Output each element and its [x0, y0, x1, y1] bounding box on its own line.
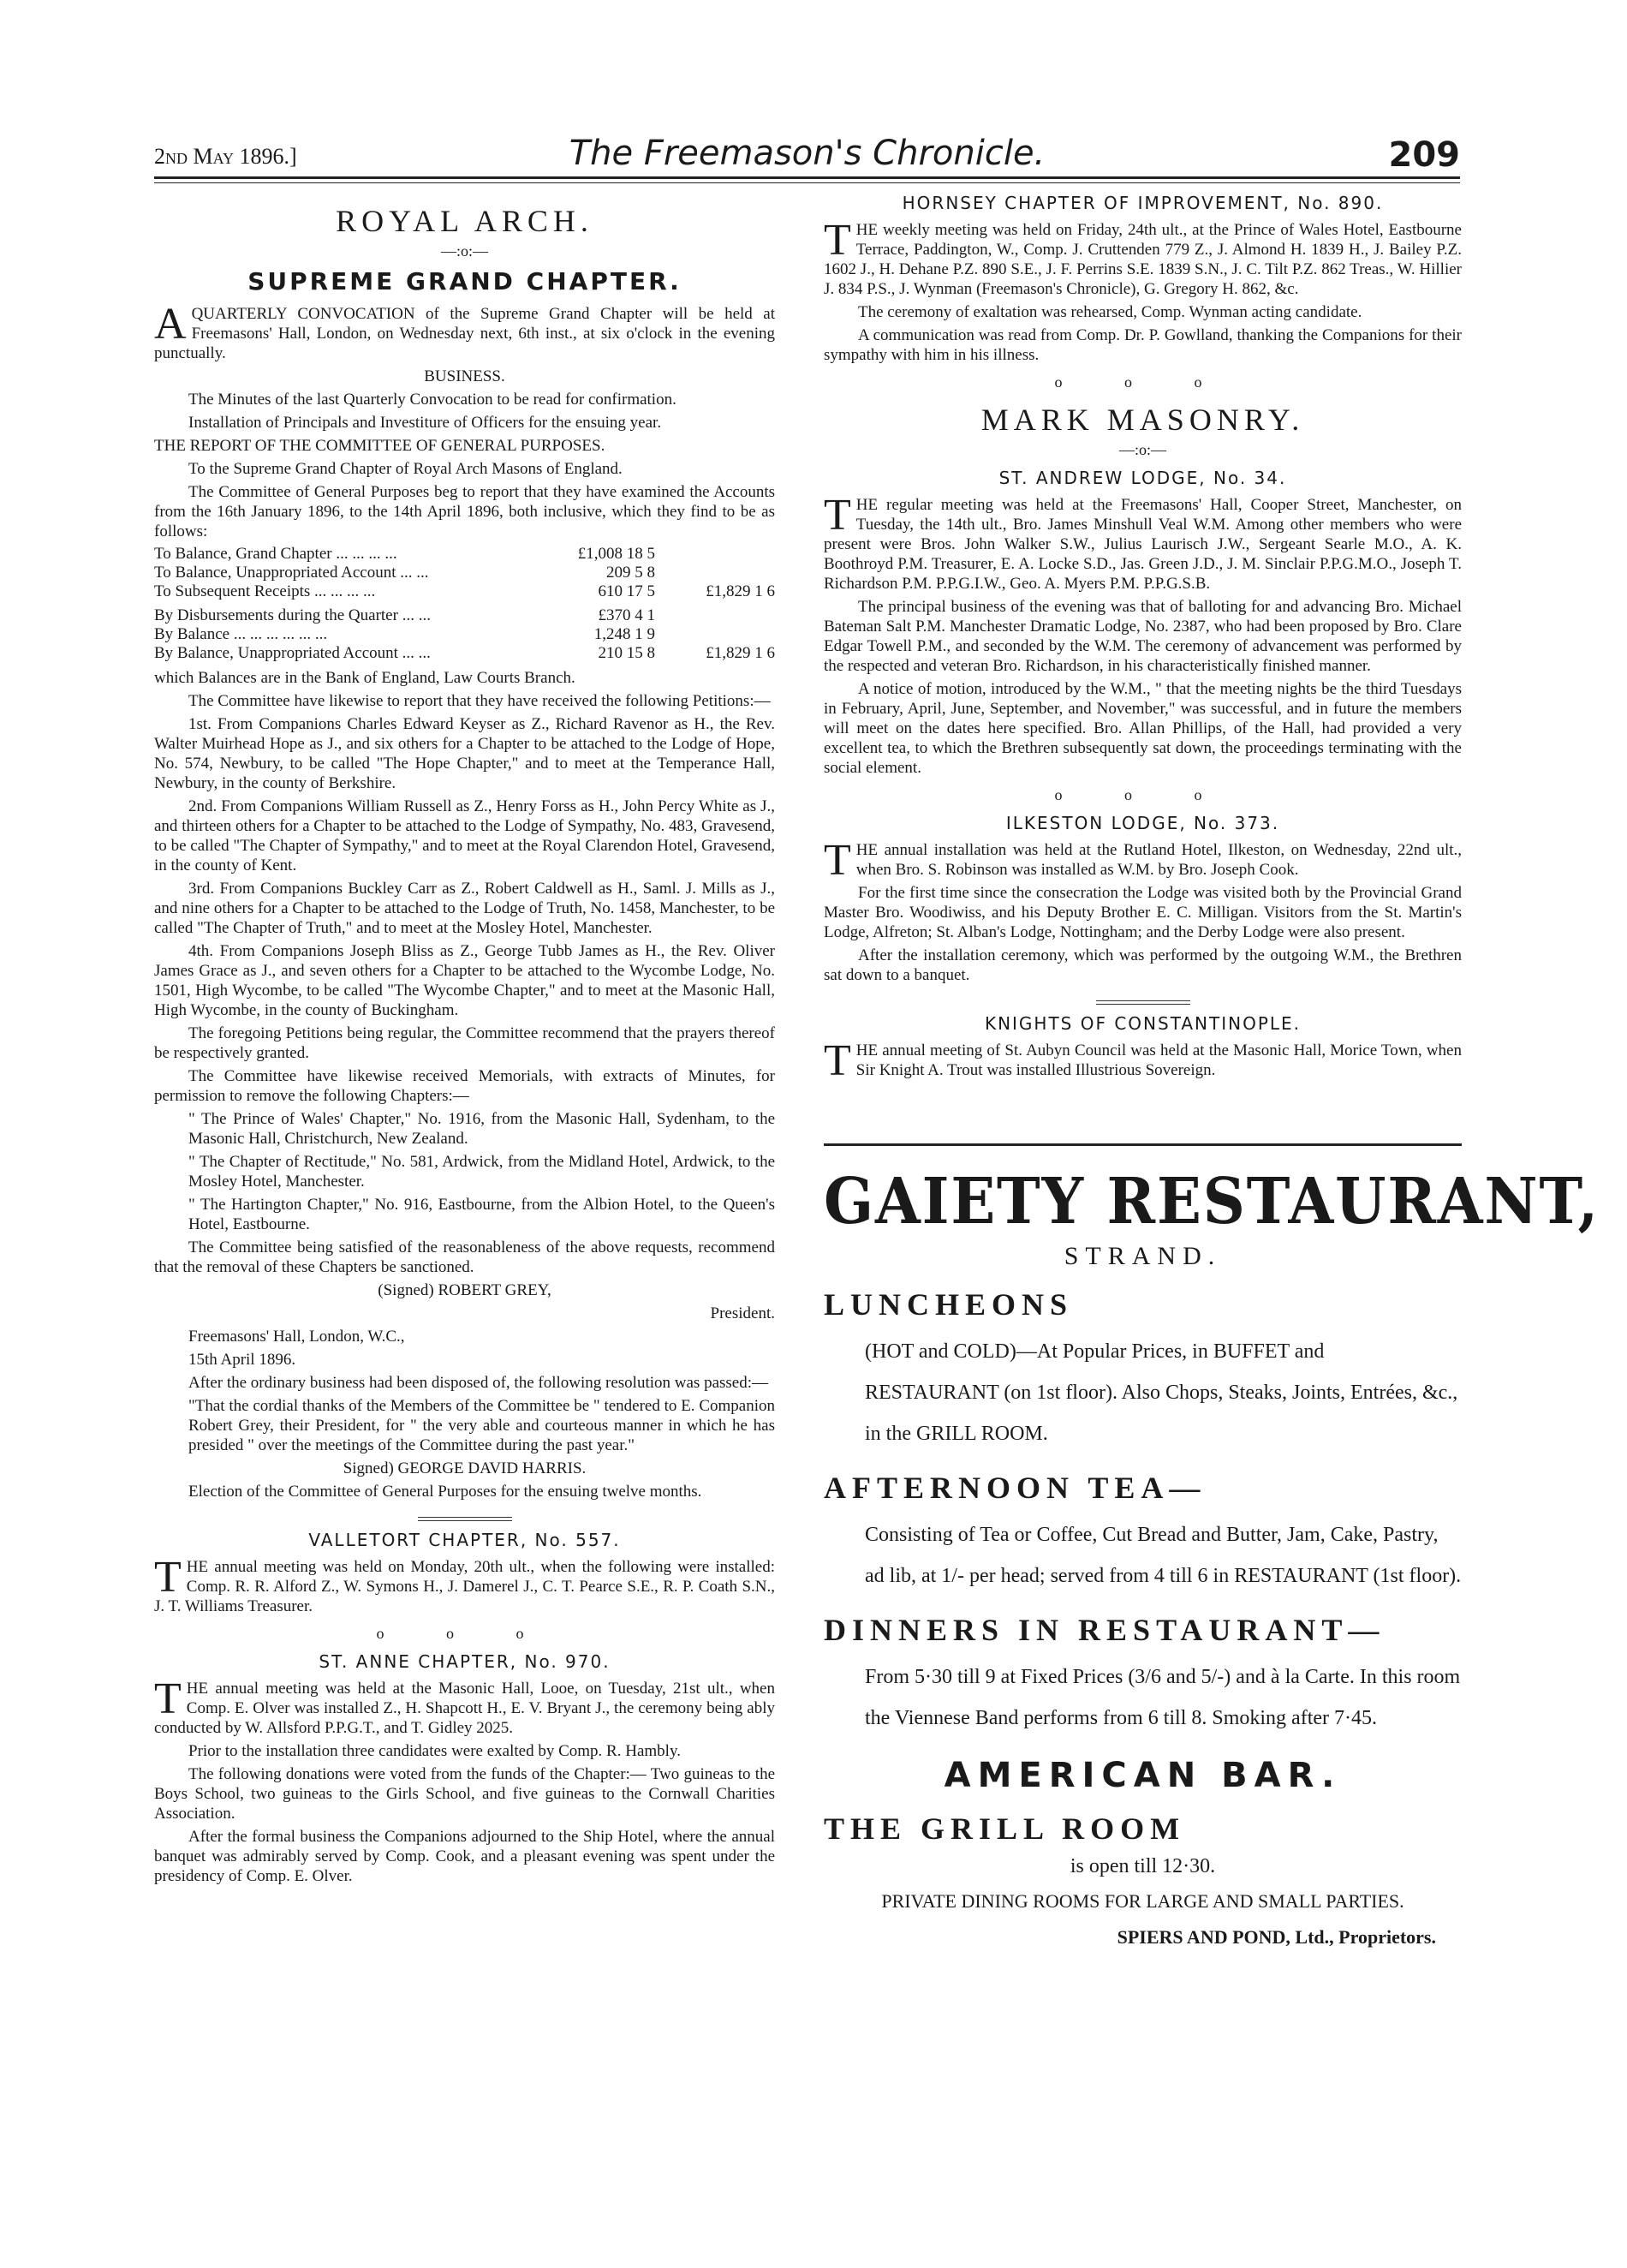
account-label: By Balance, Unappropriated Account ... ...	[154, 644, 431, 662]
intro-paragraph: AQUARTERLY CONVOCATION of the Supreme Grand Chapter will be held at Freemasons' Hall, London, on Wednesday next, 6th inst., at six o'clock in the evening punctually.	[154, 300, 775, 362]
business-label: BUSINESS.	[424, 367, 505, 385]
proprietors: SPIERS AND POND, Ltd., Proprietors.	[1117, 1926, 1436, 1948]
accounts-table-receipts	[154, 545, 775, 601]
ilkeston-paragraph-3: After the installation ceremony, which was performed by the outgoing W.M., the Brethren sat down to a banquet.	[824, 946, 1462, 984]
divider	[1096, 1000, 1190, 1005]
dinners-text: From 5·30 till 9 at Fixed Prices (3/6 and 5/-) and à la Carte. In this room the Viennese Band performs from 6 till 8. Smoking after 7·45.	[865, 1666, 1461, 1729]
page-header	[154, 128, 1460, 180]
account-amount: 210 15 8	[598, 644, 655, 662]
account-total: £1,829 1 6	[706, 644, 775, 662]
report-paragraph: The Committee of General Purposes beg to report that they have examined the Accounts from the 16th January 1896, to the 14th April 1896, both inclusive, which they find to be as follows:	[154, 483, 775, 540]
report-title: THE REPORT OF THE COMMITTEE OF GENERAL PURPOSES.	[154, 437, 605, 455]
account-amount: £1,008 18 5	[577, 545, 655, 563]
luncheons-heading: LUNCHEONS	[824, 1287, 1074, 1322]
mark-masonry-title: MARK MASONRY.	[980, 403, 1305, 437]
foregoing-paragraph: The foregoing Petitions being regular, the Committee recommend that the prayers thereof be respectively granted.	[154, 1024, 775, 1062]
right-column	[824, 193, 1462, 1083]
election-paragraph: Election of the Committee of General Purposes for the ensuing twelve months.	[188, 1483, 702, 1501]
hornsey-paragraph-2: The ceremony of exaltation was rehearsed, Comp. Wynman acting candidate.	[858, 303, 1362, 321]
ornament: o o o	[1054, 786, 1231, 803]
chapter-title: SUPREME GRAND CHAPTER.	[247, 267, 682, 295]
ornament: o o o	[376, 1625, 553, 1642]
luncheons-text: (HOT and COLD)—At Popular Prices, in BUFFET and RESTAURANT (on 1st floor). Also Chops, Steaks, Joints, Entrées, &c., in the GRILL ROOM.	[865, 1340, 1458, 1445]
dinners-heading: DINNERS IN RESTAURANT—	[824, 1613, 1386, 1647]
tea-text: Consisting of Tea or Coffee, Cut Bread and Butter, Jam, Cake, Pastry, ad lib, at 1/- per head; served from 4 till 6 in RESTAURANT (1st floor).	[865, 1524, 1462, 1587]
table-row	[154, 644, 775, 663]
ilkeston-paragraph-1: THE annual installation was held at the Rutland Hotel, Ilkeston, on Wednesday, 22nd ult., when Bro. S. Robinson was installed as W.M. by Bro. Joseph Cook.	[824, 836, 1462, 885]
removal-3: " The Hartington Chapter," No. 916, Eastbourne, from the Albion Hotel, to the Queen's Hotel, Eastbourne.	[188, 1196, 775, 1233]
hornsey-paragraph-1: THE weekly meeting was held on Friday, 24th ult., at the Prince of Wales Hotel, Eastbourne Terrace, Paddington, W., Comp. J. Cruttenden 779 Z., J. Almond H. 1839 H., J. Bailey P.Z. 1602 J., H. Dehane P.Z. 890 S.E., J. F. Perrins S.E. 1839 S.N., J. C. Tilt P.Z. 862 Treas., W. Hillier J. 834 P.S., J. Wynman (Freemason's Chronicle), G. Gregory H. 862, &c.	[824, 216, 1462, 298]
valletort-title: VALLETORT CHAPTER, No. 557.	[308, 1530, 621, 1550]
petition-4: 4th. From Companions Joseph Bliss as Z., George Tubb James as H., the Rev. Oliver James Grace as J., and seven others for a Chapter to be attached to the Wycombe Lodge, No. 1501, High Wycombe, to be called "The Wycombe Chapter," and to meet at the Masonic Hall, High Wycombe, in the county of Buckingham.	[154, 942, 775, 1019]
knights-title: KNIGHTS OF CONSTANTINOPLE.	[984, 1013, 1302, 1034]
ad-rule	[824, 1143, 1462, 1146]
ilkeston-title: ILKESTON LODGE, No. 373.	[1005, 813, 1280, 833]
removal-1: " The Prince of Wales' Chapter," No. 1916, from the Masonic Hall, Sydenham, to the Masonic Hall, Christchurch, New Zealand.	[188, 1110, 775, 1148]
petitions-intro: The Committee have likewise to report that they have received the following Petitions:—	[188, 692, 771, 710]
after-paragraph: After the ordinary business had been disposed of, the following resolution was passed:—	[188, 1374, 769, 1392]
bank-note: which Balances are in the Bank of England, Law Courts Branch.	[154, 669, 575, 687]
petition-1: 1st. From Companions Charles Edward Keyser as Z., Richard Ravenor as H., the Rev. Walter Muirhead Hope as J., and six others for a Chapter to be attached to the Lodge of Hope, No. 574, Newbury, to be called "The Hope Chapter," and to meet at the Temperance Hall, Newbury, in the county of Berkshire.	[154, 715, 775, 792]
petition-2: 2nd. From Companions William Russell as Z., Henry Forss as H., John Percy White as J., and thirteen others for a Chapter to be attached to the Lodge of Sympathy, No. 483, Gravesend, to be called "The Chapter of Sympathy," and to meet at the Royal Clarendon Hotel, Gravesend, in the county of Kent.	[154, 797, 775, 874]
grill-hours: is open till 12·30.	[1070, 1855, 1216, 1877]
table-row	[154, 564, 775, 582]
hornsey-title: HORNSEY CHAPTER OF IMPROVEMENT, No. 890.	[902, 193, 1384, 213]
stanne-paragraph-1: THE annual meeting was held at the Masonic Hall, Looe, on Tuesday, 21st ult., when Comp. E. Olver was installed Z., H. Shapcott H., E. V. Bryant J., the ceremony being ably conducted by W. Allsford P.P.G.T., and T. Gidley 2025.	[154, 1674, 775, 1737]
account-amount: 209 5 8	[606, 564, 655, 582]
table-row	[154, 625, 775, 644]
knights-paragraph: THE annual meeting of St. Aubyn Council was held at the Masonic Hall, Morice Town, when Sir Knight A. Trout was installed Illustrious Sovereign.	[824, 1036, 1462, 1085]
report-to: To the Supreme Grand Chapter of Royal Arch Masons of England.	[188, 460, 623, 478]
ilkeston-paragraph-2: For the first time since the consecration the Lodge was visited both by the Provincial Grand Master Bro. Woodiwiss, and his Deputy Brother E. C. Milligan. Visitors from the St. Martin's Lodge, Alfreton; St. Alban's Lodge, Nottingham; and the Derby Lodge were also present.	[824, 884, 1462, 941]
installation-paragraph: Installation of Principals and Investiture of Officers for the ensuing year.	[188, 414, 662, 432]
table-row	[154, 606, 775, 625]
stanne-paragraph-4: After the formal business the Companions adjourned to the Ship Hotel, where the annual banquet was admirably served by Comp. Cook, and a pleasant evening was spent under the presidency of Comp. E. Olver.	[154, 1828, 775, 1885]
stanne-paragraph-3: The following donations were voted from the funds of the Chapter:— Two guineas to the Boys School, two guineas to the Girls School, and five guineas to the Cornwall Charities Association.	[154, 1765, 775, 1823]
minutes-paragraph: The Minutes of the last Quarterly Convocation to be read for confirmation.	[188, 391, 676, 409]
grill-heading: THE GRILL ROOM	[824, 1811, 1186, 1846]
divider	[418, 1517, 512, 1521]
account-label: To Balance, Unappropriated Account ... ...	[154, 564, 429, 582]
petition-3: 3rd. From Companions Buckley Carr as Z., Robert Caldwell as H., Saml. J. Mills as J., and nine others for a Chapter to be attached to the Lodge of Truth, No. 1458, Manchester, to be called "The Chapter of Truth," and to meet at the Mosley Hotel, Manchester.	[154, 880, 775, 937]
account-total: £1,829 1 6	[706, 582, 775, 600]
newspaper-title: The Freemason's Chronicle.	[569, 134, 1046, 173]
stanne-title: ST. ANNE CHAPTER, No. 970.	[319, 1651, 611, 1672]
american-bar: AMERICAN BAR.	[944, 1756, 1342, 1795]
hornsey-paragraph-3: A communication was read from Comp. Dr. P. Gowlland, thanking the Companions for their sympathy with him in his illness.	[824, 326, 1462, 364]
standrew-paragraph-1: THE regular meeting was held at the Freemasons' Hall, Cooper Street, Manchester, on Tuesday, the 14th ult., Bro. James Minshull Veal W.M. Among other members who were present were Bros. John Walker S.W., Julius Laurisch J.W., Sergeant Searle M.O., A. K. Boothroyd P.M. Treasurer, E. A. Locke S.D., Jas. Green J.D., J. M. Sinclair P.P.G.M.O., Joseph T. Richardson P.M. P.P.G.I.W., Geo. A. Myers P.M. P.P.G.S.B.	[824, 491, 1462, 593]
table-row	[154, 545, 775, 564]
left-column	[154, 193, 775, 1889]
issue-date: 2nd May 1896.]	[154, 144, 297, 169]
gaiety-advertisement	[824, 1156, 1600, 1949]
satisfied-paragraph: The Committee being satisfied of the reasonableness of the above requests, recommend that the removal of these Chapters be sanctioned.	[154, 1238, 775, 1276]
restaurant-name: GAIETY RESTAURANT,	[824, 1165, 1600, 1238]
memorials-paragraph: The Committee have likewise received Memorials, with extracts of Minutes, for permission to remove the following Chapters:—	[154, 1067, 775, 1105]
private-rooms: PRIVATE DINING ROOMS FOR LARGE AND SMALL PARTIES.	[881, 1890, 1404, 1912]
place-line: Freemasons' Hall, London, W.C.,	[188, 1328, 405, 1346]
tea-heading: AFTERNOON TEA—	[824, 1471, 1207, 1505]
account-amount: £370 4 1	[598, 606, 655, 624]
signature-harris: Signed) GEORGE DAVID HARRIS.	[343, 1459, 587, 1477]
ornament: o o o	[1054, 373, 1231, 391]
standrew-paragraph-3: A notice of motion, introduced by the W.M., " that the meeting nights be the third Tuesdays in February, April, June, September, and November," was successful, and in future the members will meet on the dates here specified. Bro. Allan Phillips, of the Hall, had provided a very excellent tea, to which the Brethren subsequently sat down, the proceedings terminating with the social element.	[824, 680, 1462, 777]
header-rule	[154, 176, 1460, 179]
standrew-paragraph-2: The principal business of the evening was that of balloting for and advancing Bro. Michael Bateman Salt P.M. Manchester Dramatic Lodge, No. 2387, who had been proposed by Bro. Clare Edgar Towell P.M., and seconded by the W.M. The ceremony of advancement was performed by the respected and veteran Bro. Richardson, in his characteristically finished manner.	[824, 598, 1462, 675]
president-label: President.	[710, 1304, 775, 1322]
account-label: By Balance ... ... ... ... ... ...	[154, 625, 328, 643]
valletort-paragraph: THE annual meeting was held on Monday, 20th ult., when the following were installed: Comp. R. R. Alford Z., W. Symons H., J. Damerel J., C. T. Pearce S.E., R. P. Coath S.N., J. T. Williams Treasurer.	[154, 1553, 775, 1615]
date-line: 15th April 1896.	[188, 1351, 296, 1369]
account-label: To Subsequent Receipts ... ... ... ...	[154, 582, 376, 600]
signature-grey: (Signed) ROBERT GREY,	[378, 1281, 551, 1299]
restaurant-location: STRAND.	[1064, 1242, 1222, 1270]
removal-2: " The Chapter of Rectitude," No. 581, Ardwick, from the Midland Hotel, Ardwick, to the Mosley Hotel, Manchester.	[188, 1153, 775, 1191]
account-label: To Balance, Grand Chapter ... ... ... ...	[154, 545, 397, 563]
section-title: ROYAL ARCH.	[336, 204, 593, 238]
resolution-quote: "That the cordial thanks of the Members of the Committee be " tendered to E. Companion Robert Grey, their President, for " the very able and courteous manner in which he has presided " over the meetings of the Committee during the past year."	[188, 1397, 775, 1454]
accounts-table-disbursements	[154, 606, 775, 663]
table-row	[154, 582, 775, 601]
separator: —:o:—	[1118, 441, 1166, 458]
page-number: 209	[1388, 135, 1460, 175]
account-amount: 610 17 5	[598, 582, 655, 600]
separator: —:o:—	[440, 242, 488, 260]
account-amount: 1,248 1 9	[593, 625, 655, 643]
header-rule-thin	[154, 182, 1460, 183]
standrew-title: ST. ANDREW LODGE, No. 34.	[998, 468, 1287, 488]
stanne-paragraph-2: Prior to the installation three candidates were exalted by Comp. R. Hambly.	[188, 1742, 681, 1760]
account-label: By Disbursements during the Quarter ... ...	[154, 606, 431, 624]
